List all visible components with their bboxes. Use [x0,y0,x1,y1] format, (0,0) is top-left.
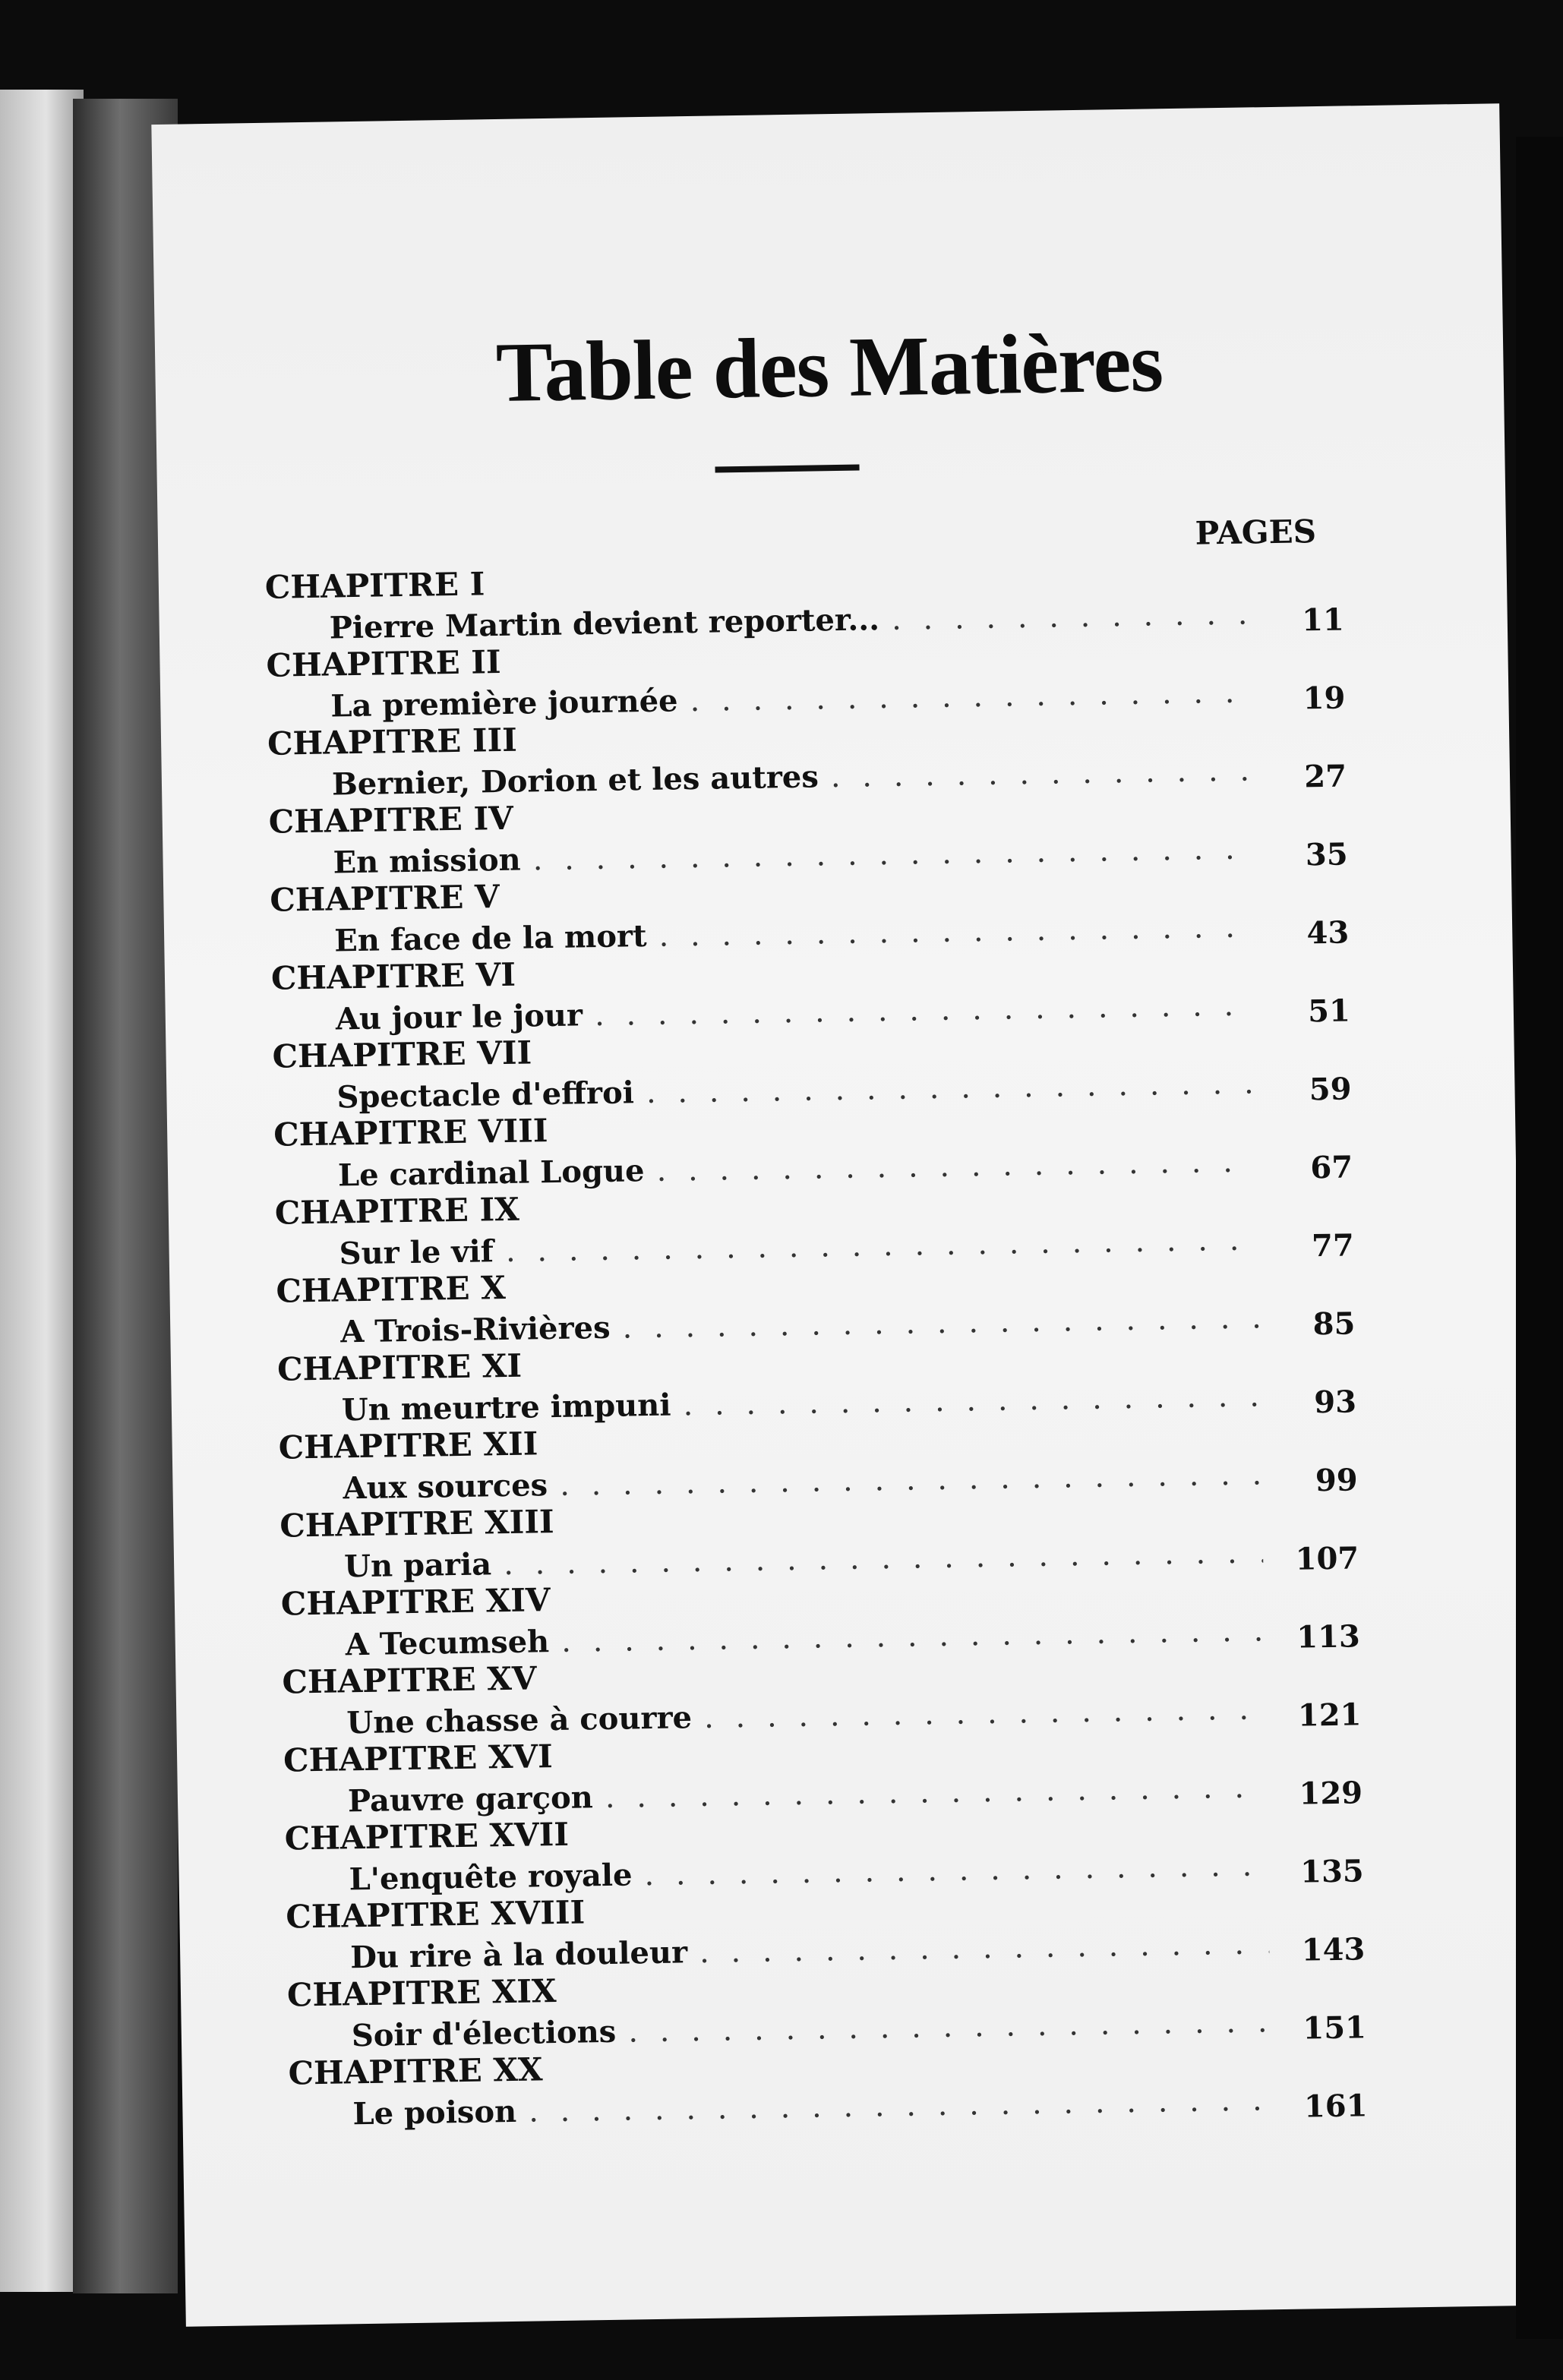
page-shadow [1516,137,1563,2339]
chapter-title: Spectacle d'effroi [336,1075,635,1116]
chapter-title: Une chasse à courre [346,1700,693,1741]
dot-leader [892,597,1249,637]
chapter-title: L'enquête royale [349,1857,633,1898]
chapter-label: CHAPITRE I [264,565,485,606]
page-number: 121 [1297,1697,1362,1734]
page-number: 77 [1311,1227,1355,1264]
chapter-title: Bernier, Dorion et les autres [331,759,819,803]
chapter-label: CHAPITRE XI [276,1346,523,1388]
page-number: 113 [1296,1618,1361,1656]
chapter-title: Le poison [352,2093,517,2132]
chapter-label: CHAPITRE VII [272,1034,532,1075]
chapter-label: CHAPITRE VI [270,955,516,997]
dot-leader [628,2004,1271,2049]
chapter-title: Au jour le jour [335,997,583,1037]
chapter-label: CHAPITRE V [270,878,500,919]
chapter-label: CHAPITRE VIII [273,1112,548,1154]
page-number: 161 [1303,2088,1368,2125]
chapter-title: Le cardinal Logue [337,1153,645,1194]
chapter-title: La première journée [330,683,678,724]
dot-leader [529,2082,1272,2129]
page-number: 11 [1301,601,1345,639]
page-title: Table des Matières [495,315,1164,421]
chapter-label: CHAPITRE XIV [280,1581,551,1623]
chapter-label: CHAPITRE XVI [283,1738,554,1779]
page-number: 27 [1303,758,1347,795]
page-number: 19 [1302,680,1346,717]
chapter-label: CHAPITRE XVII [284,1815,570,1858]
chapter-label: CHAPITRE III [267,721,518,762]
chapter-title: Du rire à la douleur [349,1934,688,1976]
dot-leader [560,1457,1262,1503]
dot-leader [595,987,1255,1033]
chapter-label: CHAPITRE XX [288,2050,543,2092]
chapter-label: CHAPITRE XVIII [286,1893,586,1936]
chapter-title: En face de la mort [333,918,647,959]
chapter-label: CHAPITRE IX [274,1190,520,1232]
chapter-title: Pierre Martin devient reporter... [329,601,880,646]
page-number: 85 [1312,1305,1356,1343]
dot-leader [605,1769,1267,1815]
chapter-title: Soir d'élections [351,2013,617,2054]
toc-list [265,558,1368,2139]
page-number: 135 [1299,1853,1365,1890]
pages-column-header: PAGES [1195,513,1317,552]
dot-leader [532,831,1252,877]
chapter-title: Un meurtre impuni [341,1387,671,1428]
page-number: 99 [1315,1462,1358,1499]
page-number: 35 [1305,836,1348,873]
title-divider [715,465,860,473]
chapter-title: Sur le vif [339,1233,494,1272]
dot-leader [699,1926,1270,1970]
dot-leader [646,1065,1256,1110]
dot-leader [830,753,1251,794]
chapter-title: Pauvre garçon [347,1779,594,1820]
chapter-label: CHAPITRE II [266,642,501,684]
chapter-title: A Trois-Rivières [339,1309,611,1350]
chapter-title: En mission [333,841,521,881]
dot-leader [506,1222,1258,1269]
dot-leader [644,1848,1268,1892]
chapter-label: CHAPITRE XII [278,1425,538,1466]
dot-leader [658,909,1253,953]
chapter-label: CHAPITRE X [276,1268,507,1310]
chapter-title: A Tecumseh [345,1624,550,1663]
page-number: 93 [1313,1384,1357,1421]
dot-leader [683,1378,1261,1422]
chapter-title: Un paria [343,1546,492,1585]
chapter-title: Aux sources [343,1467,548,1507]
facing-page-edge [0,90,84,2292]
chapter-label: CHAPITRE XIII [279,1503,554,1545]
dot-leader [690,675,1249,719]
page-number: 129 [1299,1775,1363,1812]
page-number: 59 [1309,1071,1352,1108]
chapter-title-line [352,2082,1272,2134]
page-number: 107 [1295,1540,1359,1577]
page-number: 43 [1306,914,1350,952]
dot-leader [504,1535,1264,1582]
page-number: 151 [1302,2009,1367,2047]
dot-leader [656,1144,1257,1188]
page-number: 67 [1310,1149,1353,1186]
dot-leader [561,1613,1265,1659]
chapter-label: CHAPITRE XV [282,1659,537,1701]
toc-page [151,103,1533,2327]
dot-leader [704,1691,1266,1735]
page-number: 143 [1301,1931,1366,1968]
chapter-label: CHAPITRE XIX [286,1972,557,2014]
chapter-label: CHAPITRE IV [268,799,514,841]
page-number: 51 [1307,993,1351,1030]
dot-leader [622,1300,1259,1345]
toc-entry [288,2044,1367,2139]
